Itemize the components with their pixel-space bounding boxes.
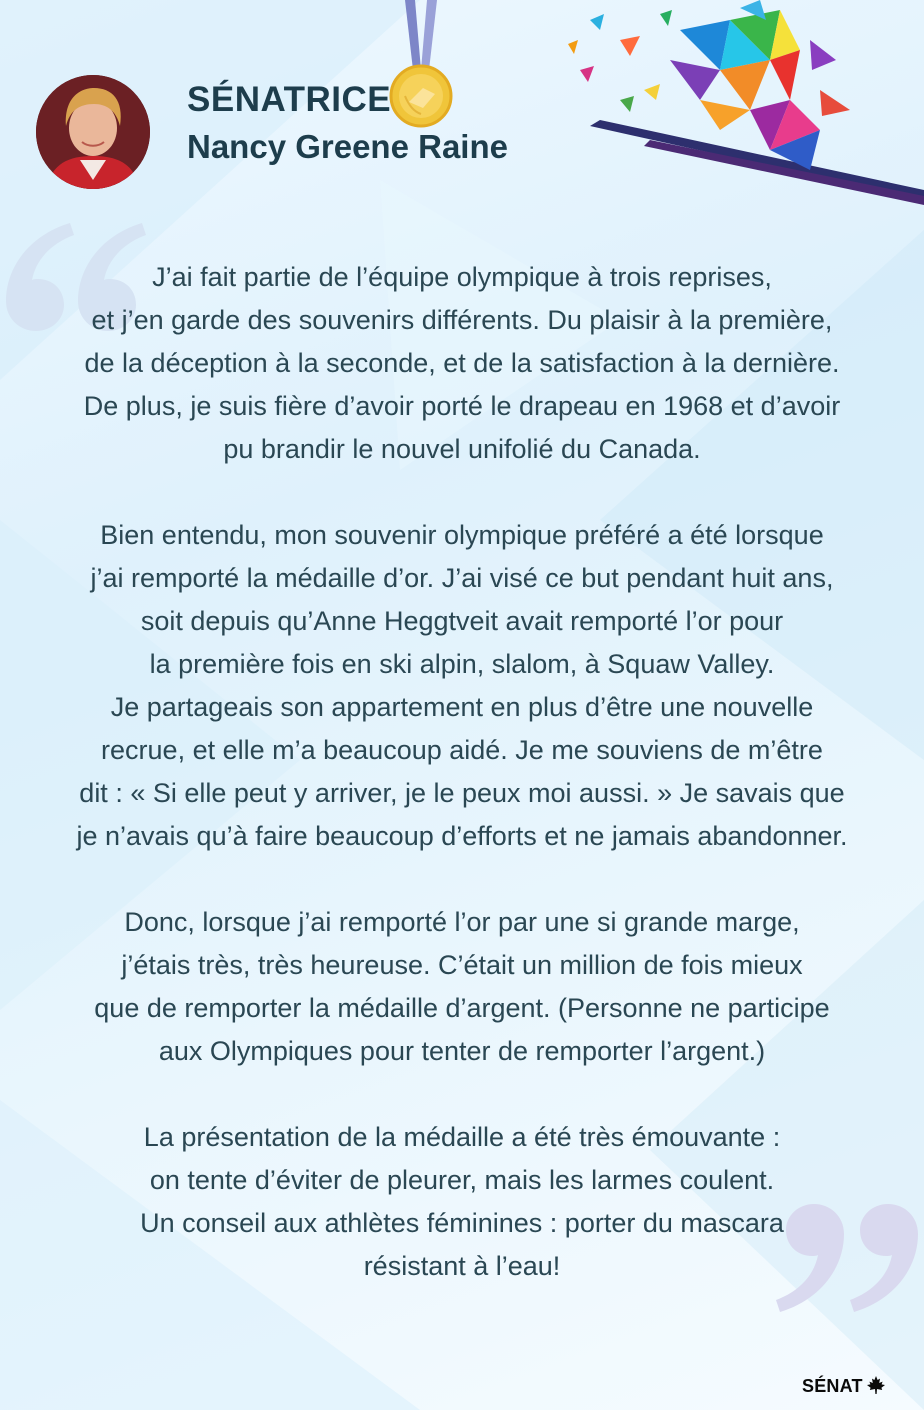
senator-name: Nancy Greene Raine [187, 128, 508, 165]
quote-line: on tente d’éviter de pleurer, mais les larmes coulent. [149, 1165, 775, 1195]
senate-logo: SÉNAT [802, 1376, 863, 1396]
quote-line: Je partageais son appartement en plus d’être une nouvelle [110, 692, 814, 722]
quote-line: je n’avais qu’à faire beaucoup d’efforts et ne jamais abandonner. [76, 821, 848, 851]
quote-line: J’ai fait partie de l’équipe olympique à trois reprises, [152, 262, 772, 292]
quote-line: La présentation de la médaille a été très émouvante : [143, 1122, 781, 1152]
quote-line: soit depuis qu’Anne Heggtveit avait remporté l’or pour [140, 606, 784, 636]
quote-line: que de remporter la médaille d’argent. (Personne ne participe [94, 993, 830, 1023]
quote-line: la première fois en ski alpin, slalom, à Squaw Valley. [149, 649, 775, 679]
quote-line: j’étais très, très heureuse. C’était un million de fois mieux [121, 950, 803, 980]
quote-line: de la déception à la seconde, et de la satisfaction à la dernière. [84, 348, 840, 378]
maple-leaf-icon [866, 1375, 886, 1395]
quote-line: Donc, lorsque j’ai remporté l’or par une si grande marge, [124, 907, 800, 937]
quote-line: Un conseil aux athlètes féminines : porter du mascara [140, 1208, 784, 1238]
quote-line: De plus, je suis fière d’avoir porté le drapeau en 1968 et d’avoir [83, 391, 841, 421]
quote-line: pu brandir le nouvel unifolié du Canada. [223, 434, 701, 464]
quote-paragraph-3 [14, 901, 910, 1073]
quote-line: recrue, et elle m’a beaucoup aidé. Je me souviens de m’être [101, 735, 823, 765]
quote-line: aux Olympiques pour tenter de remporter l’argent.) [158, 1036, 766, 1066]
quote-paragraph-1 [14, 256, 910, 471]
quote-paragraph-2 [14, 514, 910, 858]
senator-portrait [36, 52, 150, 192]
quote-body [14, 256, 910, 1331]
quote-line: et j’en garde des souvenirs différents. Du plaisir à la première, [91, 305, 833, 335]
quote-paragraph-4 [14, 1116, 910, 1288]
senator-title: SÉNATRICE [187, 80, 392, 119]
quote-line: Bien entendu, mon souvenir olympique préféré a été lorsque [100, 520, 824, 550]
gold-medal-icon [383, 0, 455, 130]
quote-line: j’ai remporté la médaille d’or. J’ai visé ce but pendant huit ans, [90, 563, 834, 593]
quote-line: résistant à l’eau! [363, 1251, 561, 1281]
quote-line: dit : « Si elle peut y arriver, je le peux moi aussi. » Je savais que [79, 778, 845, 808]
polygon-skier-illustration [560, 0, 924, 210]
